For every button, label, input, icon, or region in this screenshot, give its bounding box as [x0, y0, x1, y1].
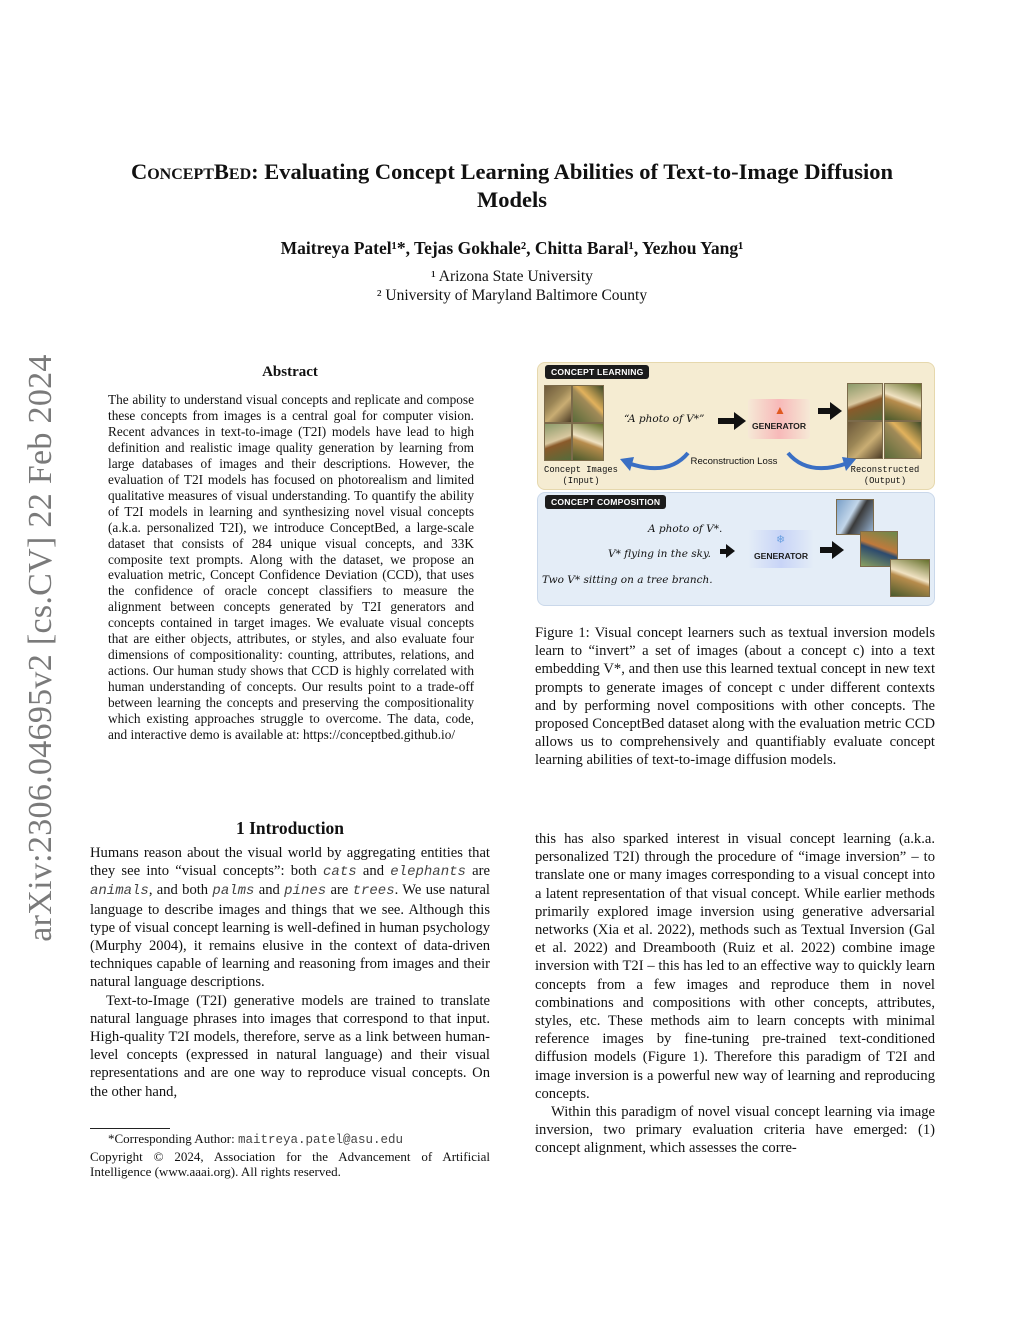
snowflake-icon: ❄ — [776, 534, 786, 546]
prompt-2: V* flying in the sky. — [608, 548, 711, 560]
input-image-2 — [572, 385, 604, 423]
learning-prompt: “A photo of V*” — [624, 413, 705, 425]
term-animals: animals — [90, 883, 149, 900]
paper-title — [60, 158, 964, 214]
right-paragraph-1: this has also sparked interest in visual concept learning (a.k.a. personalized T2I) through the procedure of “image inversion” – to translate one or many images corresponding to a visual concept into a latent representation of that visual concept. While earlier methods primarily explored image inversion using generative adversarial networks (Xia et al. 2022), methods such as Textual Inversion (Gal et al. 2022) and Dreambooth (Ruiz et al. 2022) combine image inversion with T2I – this has led to an effective way to quickly learn concepts from a few images and reproduce them in novel combinations and compositions with other concepts, attributes, styles, etc. These methods aim to learn concepts with minimal reference images by fine-tuning pre-trained text-conditioned diffusion models (Figure 1). Therefore this paradigm of T2I and image inversion is a powerful new way of learning and reproducing concepts. — [535, 831, 935, 1102]
arxiv-stamp — [0, 0, 60, 1325]
input-image-4 — [572, 423, 604, 461]
reconstruction-loss-label: Reconstruction Loss — [690, 456, 778, 467]
input-label: Concept Images (Input) — [544, 465, 618, 486]
arrow-head-3 — [726, 544, 735, 558]
output-label: Reconstructed (Output) — [850, 465, 920, 486]
arrow-head-4 — [832, 541, 844, 559]
title-line2: Models — [477, 187, 547, 212]
term-pines: pines — [284, 883, 327, 900]
prompt-1: A photo of V*. — [648, 523, 723, 535]
introduction-body — [90, 844, 490, 1101]
footnote-rule — [90, 1128, 170, 1129]
authors: Maitreya Patel¹*, Tejas Gokhale², Chitta Baral¹, Yezhou Yang¹ — [280, 238, 744, 258]
concept-composition-panel — [537, 492, 935, 606]
affiliation-2: ² University of Maryland Baltimore County — [376, 287, 648, 304]
footnote — [90, 1131, 490, 1180]
right-column-body — [535, 830, 935, 1158]
term-elephants: elephants — [390, 864, 466, 881]
footnote-author-label: *Corresponding Author: — [108, 1131, 238, 1146]
title-name: ConceptBed — [130, 159, 252, 184]
term-palms: palms — [212, 883, 255, 900]
right-paragraph-2: Within this paradigm of novel visual concept learning via image inversion, two primary evaluation criteria have emerged: (1) concept alignment, which assesses the corre- — [535, 1104, 935, 1157]
intro-paragraph-2: Text-to-Image (T2I) generative models are trained to translate natural language phrases into images that correspond to that input. High-quality T2I models, therefore, serve as a link between human-level concepts (expressed in natural language) and their visual representations and are one way to reproduce visual concepts. On the other hand, — [90, 992, 490, 1100]
composition-output-1 — [836, 499, 874, 535]
input-image-3 — [544, 423, 572, 461]
concept-composition-tag: CONCEPT COMPOSITION — [545, 495, 666, 509]
footnote-email[interactable]: maitreya.patel@asu.edu — [238, 1133, 404, 1147]
arxiv-id: arXiv:2306.04695v2 [cs.CV] 22 Feb 2024 — [22, 354, 59, 942]
generator-box — [748, 399, 810, 439]
section-heading-introduction: 1 Introduction — [235, 818, 345, 838]
concept-learning-panel — [537, 362, 935, 490]
concept-learning-tag: CONCEPT LEARNING — [545, 365, 649, 379]
input-image-1 — [544, 385, 572, 423]
footnote-copyright: Copyright © 2024, Association for the Advancement of Artificial Intelligence (www.aaai.org). All rights reserved. — [90, 1148, 490, 1179]
arrow-head-2 — [830, 402, 842, 420]
fire-icon: ▲ — [774, 403, 786, 417]
output-image-4 — [884, 421, 922, 459]
abstract-text: The ability to understand visual concepts and replicate and compose these concepts from images is a central goal for computer vision. Recent advances in text-to-image (T2I) models have lead to high definition and realistic image quality generation by learning from large databases of images and their descriptions. However, the evaluation of T2I models has focused on photorealism and limited qualitative measures of visual understanding. To quantify the ability of T2I models in learning and synthesizing novel visual concepts (a.k.a. personalized T2I), we introduce ConceptBed, a large-scale dataset that consists of 284 unique visual concepts, and 33K composite text prompts. Along with the dataset, we propose an evaluation metric, Concept Confidence Deviation (CCD), that uses the confidence of oracle concept classifiers to measure the alignment between concepts generated by T2I generators and concepts contained in target images. We evaluate visual concepts that are either objects, attributes, or styles, and also evaluate four dimensions of compositionality: counting, attributes, relations, and actions. Our human study shows that CCD is highly correlated with human understanding of concepts. Our results point to a trade-off between learning the concepts and preserving the compositionality which existing approaches struggle to overcome. The data, code, and interactive demo is available at: https://conceptbed.github.io/ — [108, 392, 474, 743]
figure-1 — [537, 362, 933, 604]
prompt-3: Two V* sitting on a tree branch. — [542, 574, 713, 586]
abstract-heading: Abstract — [262, 364, 318, 380]
term-cats: cats — [323, 864, 357, 881]
output-image-1 — [847, 383, 883, 421]
intro-paragraph-1: Humans reason about the visual world by aggregating entities that they see into “visual concepts”: both cats and elephants are animals, and both palms and pines are trees. We use natural language to describe images and things that we see. Although this type of visual concept learning is well-defined in human psychology (Murphy 2004), it remains elusive in the context of data-driven techniques capable of learning and reasoning from images and their natural language descriptions. — [90, 845, 491, 991]
generator-label-2: GENERATOR — [753, 551, 809, 561]
term-trees: trees — [352, 883, 395, 900]
composition-output-3 — [890, 559, 930, 597]
generator-label: GENERATOR — [751, 421, 807, 431]
generator-box-2 — [748, 530, 814, 568]
arrow-head — [734, 412, 746, 430]
figure-1-caption: Figure 1: Visual concept learners such as textual inversion models learn to “invert” a set of images (about a concept c) into a text embedding V*, and then use this learned textual concept in new text prompts to generate images of concept c under different contexts and by performing novel compositions with other concepts. The proposed ConceptBed dataset along with the evaluation metric CCD allows us to comprehensively and quantifiably evaluate concept learning abilities of text-to-image diffusion models. — [535, 625, 935, 769]
affiliation-1: ¹ Arizona State University — [431, 268, 593, 285]
output-image-2 — [884, 383, 922, 421]
title-rest: : Evaluating Concept Learning Abilities of Text-to-Image Diffusion — [251, 159, 894, 184]
